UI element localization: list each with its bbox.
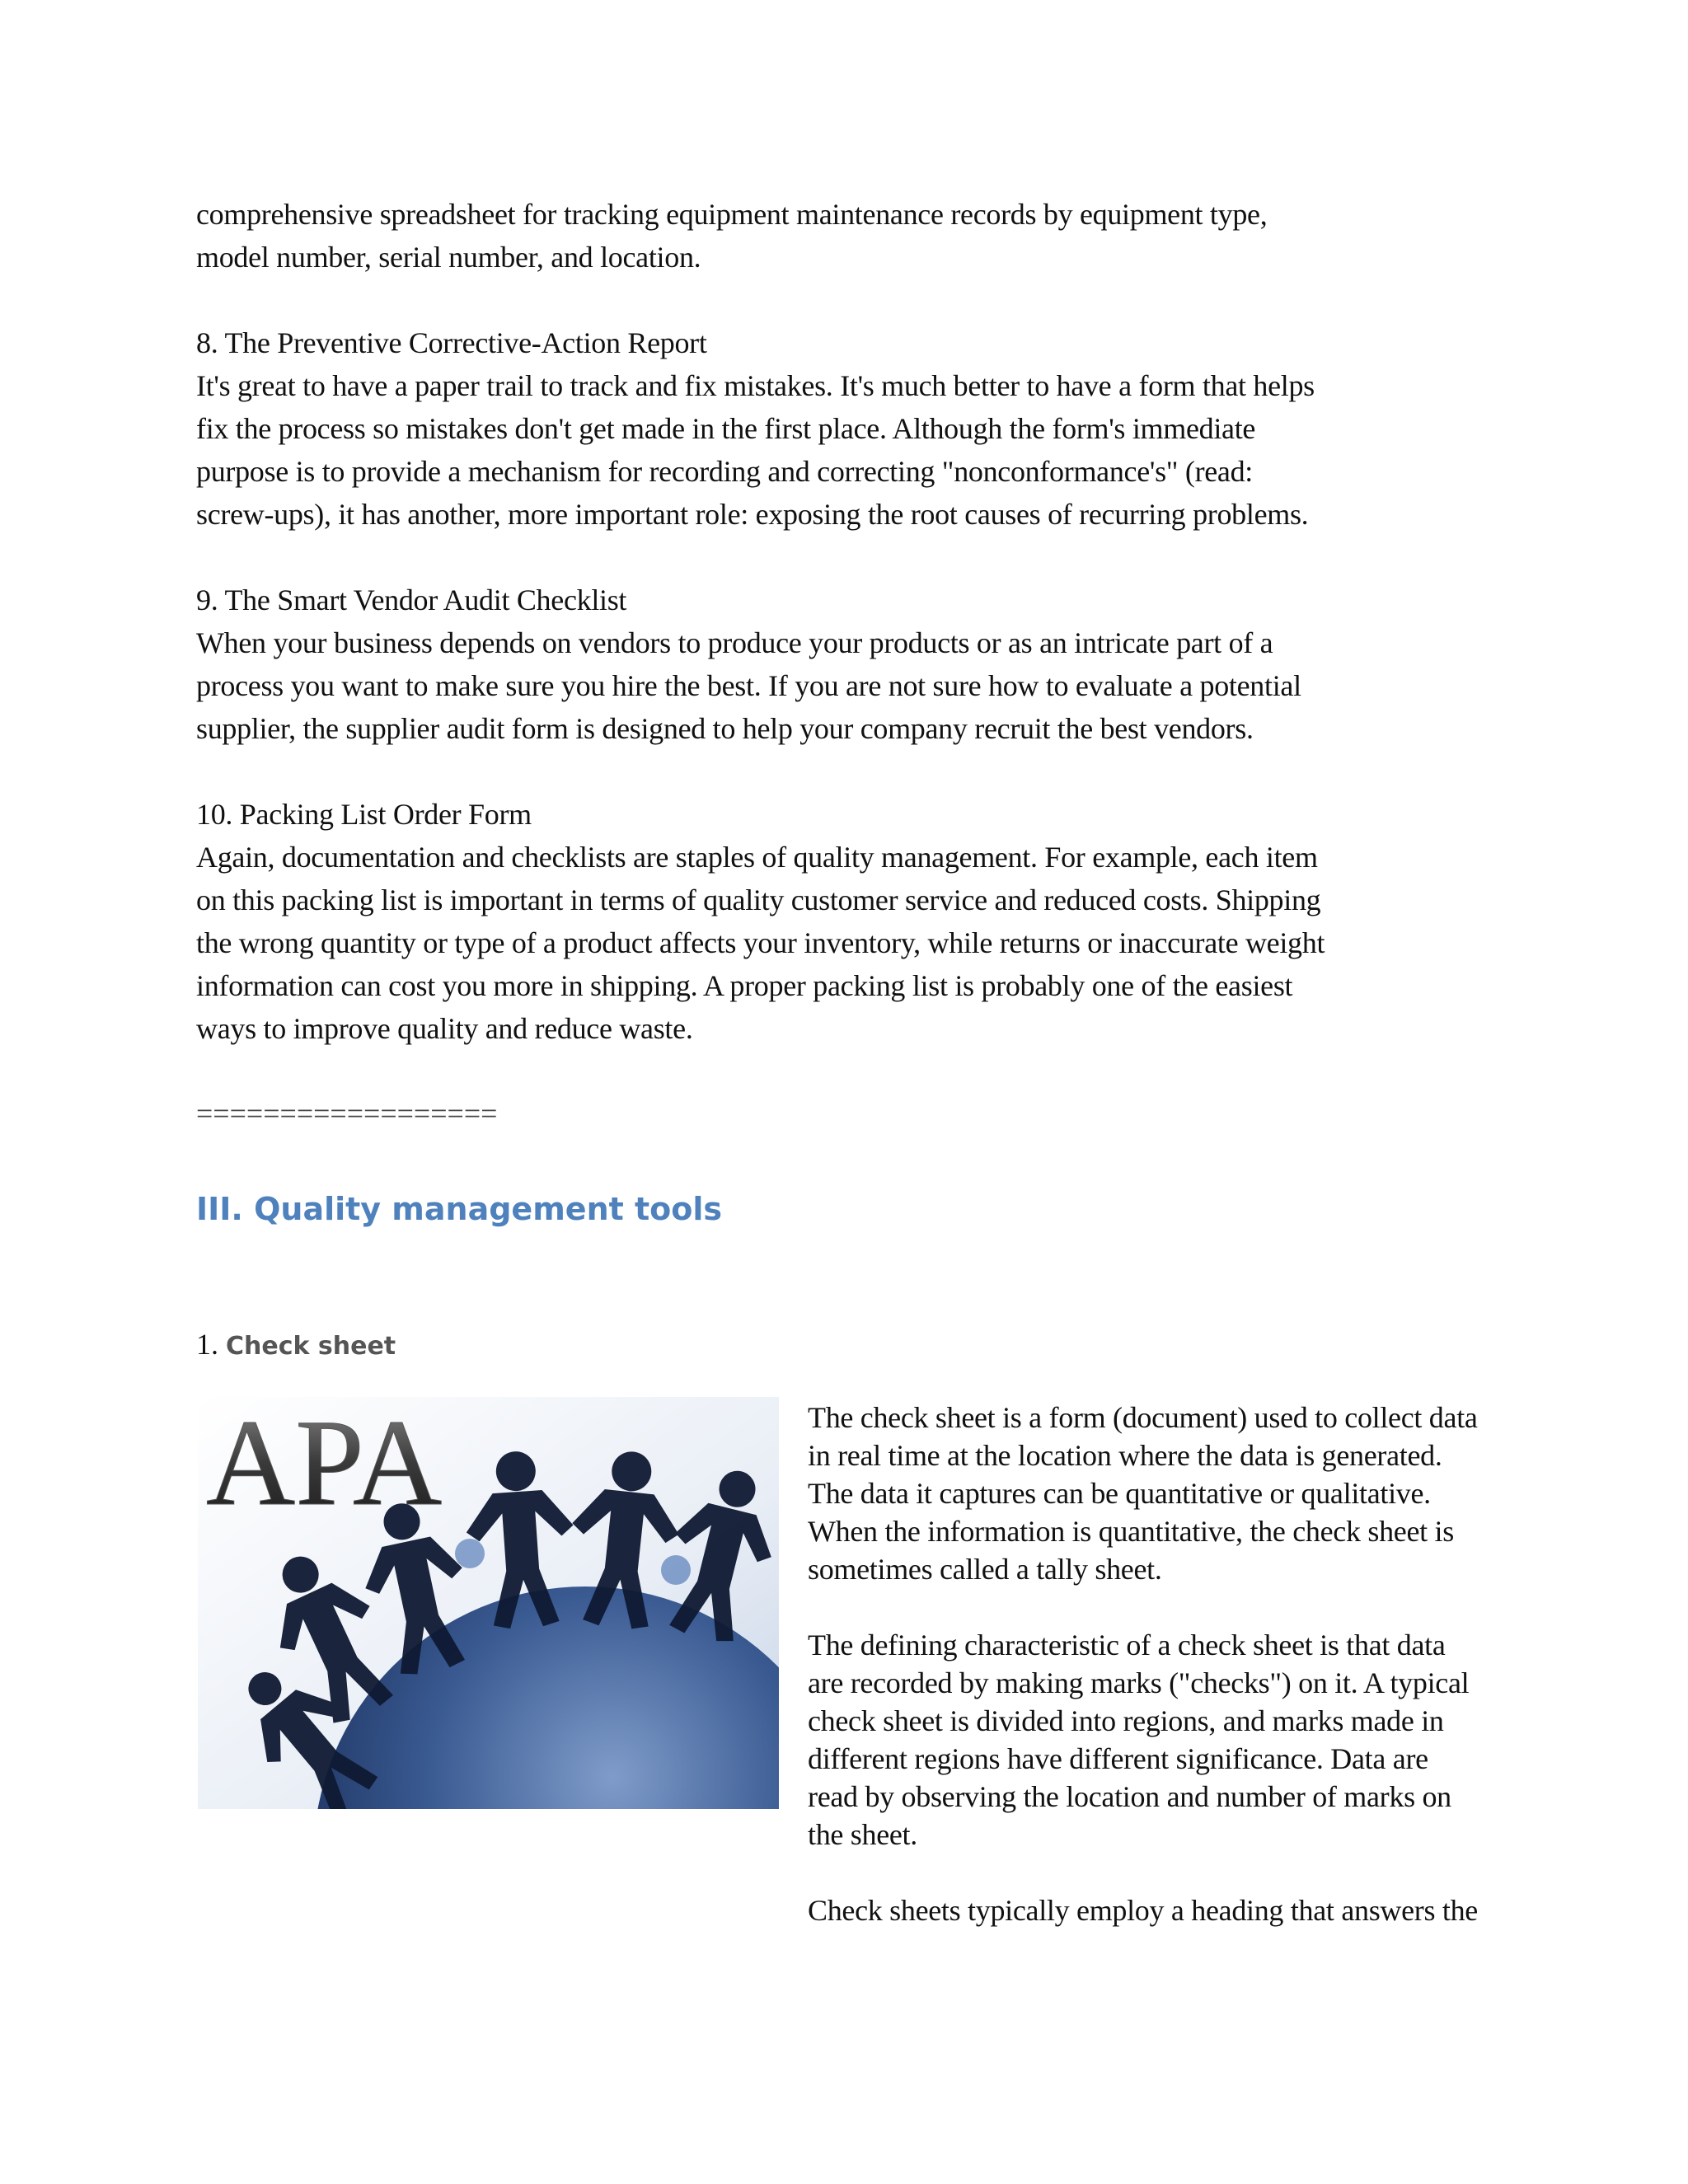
paragraph-line: The check sheet is a form (document) used to collect data (808, 1401, 1478, 1434)
intro-line: comprehensive spreadsheet for tracking equipment maintenance records by equipment type, (196, 198, 1268, 231)
item-title: 10. Packing List Order Form (196, 798, 532, 831)
subsection-heading (196, 1327, 396, 1361)
item-line: supplier, the supplier audit form is designed to help your company recruit the best vendors. (196, 712, 1254, 745)
intro-line: model number, serial number, and location. (196, 241, 701, 274)
paragraph-line: the sheet. (808, 1818, 917, 1851)
section-heading: III. Quality management tools (196, 1191, 723, 1227)
check-sheet-text (808, 1399, 1566, 1929)
item-title: 9. The Smart Vendor Audit Checklist (196, 583, 627, 616)
item-line: screw-ups), it has another, more important role: exposing the root causes of recurring problems. (196, 498, 1309, 531)
item-title: 8. The Preventive Corrective-Action Report (196, 326, 707, 359)
paragraph-line: read by observing the location and number of marks on (808, 1780, 1451, 1813)
item-line: fix the process so mistakes don't get made in the first place. Although the form's immediate (196, 412, 1256, 445)
item-line: information can cost you more in shipping. A proper packing list is probably one of the easiest (196, 969, 1293, 1002)
paragraph-line: are recorded by making marks ("checks") on it. A typical (808, 1666, 1470, 1699)
apa-logo-image (198, 1397, 779, 1809)
item-line: on this packing list is important in terms of quality customer service and reduced costs. Shipping (196, 883, 1321, 916)
apa-illustration (198, 1397, 779, 1809)
paragraph-line: in real time at the location where the data is generated. (808, 1439, 1442, 1472)
paragraph-line: Check sheets typically employ a heading that answers the (808, 1894, 1478, 1927)
item-line: process you want to make sure you hire the best. If you are not sure how to evaluate a potential (196, 669, 1301, 702)
divider-rule: ================== (196, 1097, 498, 1130)
item-line: Again, documentation and checklists are staples of quality management. For example, each item (196, 841, 1318, 874)
item-line: When your business depends on vendors to produce your products or as an intricate part of a (196, 626, 1273, 659)
item-line: purpose is to provide a mechanism for recording and correcting "nonconformance's" (read: (196, 455, 1254, 488)
paragraph-line: The defining characteristic of a check sheet is that data (808, 1629, 1446, 1661)
body-text (196, 193, 1482, 1050)
paragraph-line: different regions have different significance. Data are (808, 1742, 1428, 1775)
item-line: the wrong quantity or type of a product affects your inventory, while returns or inaccurate weight (196, 926, 1325, 959)
paragraph-line: When the information is quantitative, the check sheet is (808, 1515, 1454, 1548)
subsection-label: Check sheet (226, 1332, 396, 1361)
subsection-number: 1. (196, 1328, 218, 1361)
paragraph-line: check sheet is divided into regions, and marks made in (808, 1704, 1444, 1737)
item-line: It's great to have a paper trail to track and fix mistakes. It's much better to have a form that helps (196, 369, 1315, 402)
item-line: ways to improve quality and reduce waste. (196, 1012, 693, 1045)
paragraph-line: sometimes called a tally sheet. (808, 1553, 1162, 1586)
paragraph-line: The data it captures can be quantitative or qualitative. (808, 1477, 1431, 1510)
apa-logo-text: APA (206, 1397, 443, 1531)
